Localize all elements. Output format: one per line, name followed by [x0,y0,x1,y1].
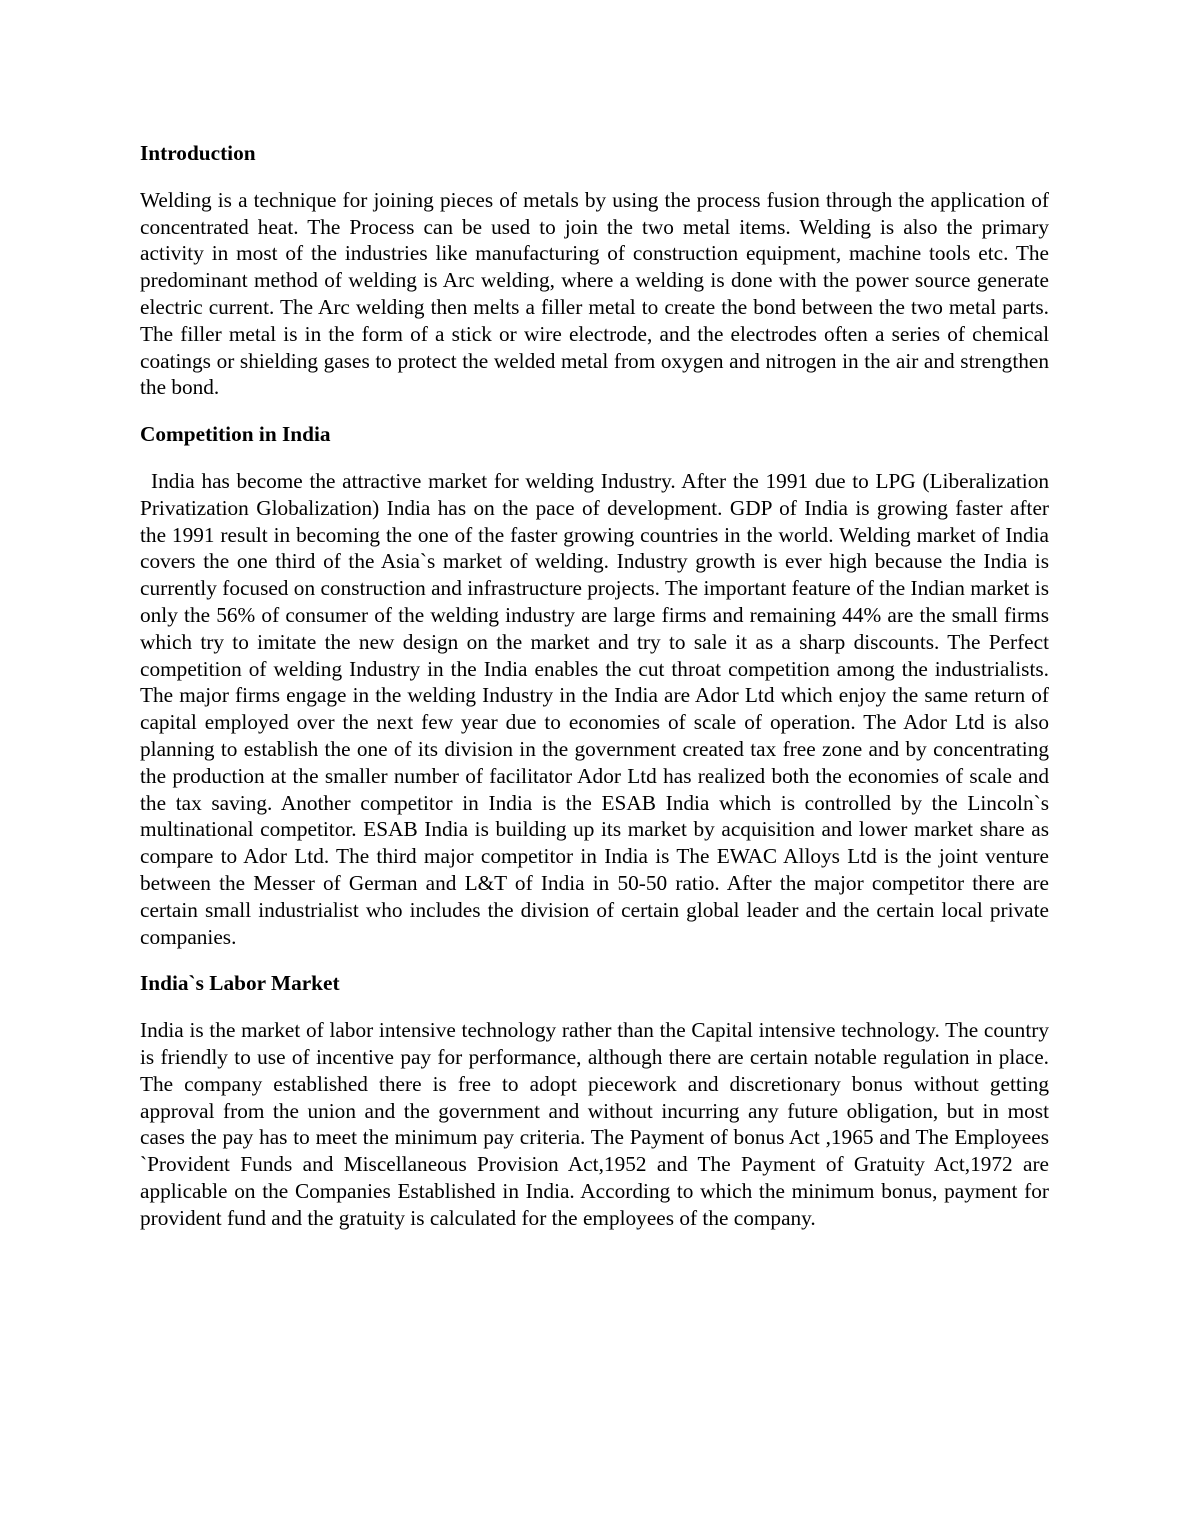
section-paragraph-competition: India has become the attractive market for welding Industry. After the 1991 due to LPG (Liberalization Privatization Globalization) India has on the pace of development. GDP of India is growing faster after the 1991 result in becoming the one of the faster growing countries in the world. Welding market of India covers the one third of the Asia`s market of welding. Industry growth is ever high because the India is currently focused on construction and infrastructure projects. The important feature of the Indian market is only the 56% of consumer of the welding industry are large firms and remaining 44% are the small firms which try to imitate the new design on the market and try to sale it as a sharp discounts. The Perfect competition of welding Industry in the India enables the cut throat competition among the industrialists. The major firms engage in the welding Industry in the India are Ador Ltd which enjoy the same return of capital employed over the next few year due to economies of scale of operation. The Ador Ltd is also planning to establish the one of its division in the government created tax free zone and by concentrating the production at the smaller number of facilitator Ador Ltd has realized both the economies of scale and the tax saving. Another competitor in India is the ESAB India which is controlled by the Lincoln`s multinational competitor. ESAB India is building up its market by acquisition and lower market share as compare to Ador Ltd. The third major competitor in India is The EWAC Alloys Ltd is the joint venture between the Messer of German and L&T of India in 50-50 ratio. After the major competitor there are certain small industrialist who includes the division of certain global leader and the certain local private companies. [140,468,1049,949]
section-heading-competition: Competition in India [140,422,331,447]
section-paragraph-labor-market: India is the market of labor intensive technology rather than the Capital intensive technology. The country is friendly to use of incentive pay for performance, although there are certain notable regulation in place. The company established there is free to adopt piecework and discretionary bonus without getting approval from the union and the government and without incurring any future obligation, but in most cases the pay has to meet the minimum pay criteria. The Payment of bonus Act ,1965 and The Employees `Provident Funds and Miscellaneous Provision Act,1952 and The Payment of Gratuity Act,1972 are applicable on the Companies Established in India. According to which the minimum bonus, payment for provident fund and the gratuity is calculated for the employees of the company. [140,1018,1049,1230]
section-heading-introduction: Introduction [140,141,256,165]
document-body [140,140,1049,1231]
section-paragraph-introduction: Welding is a technique for joining pieces of metals by using the process fusion through the application of concentrated heat. The Process can be used to join the two metal items. Welding is also the primary activity in most of the industries like manufacturing of construction equipment, machine tools etc. The predominant method of welding is Arc welding, where a welding is done with the power source generate electric current. The Arc welding then melts a filler metal to create the bond between the two metal parts. The filler metal is in the form of a stick or wire electrode, and the electrodes often a series of chemical coatings or shielding gases to protect the welded metal from oxygen and nitrogen in the air and strengthen the bond. [140,187,1049,400]
section-heading-labor-market: India`s Labor Market [140,971,340,996]
